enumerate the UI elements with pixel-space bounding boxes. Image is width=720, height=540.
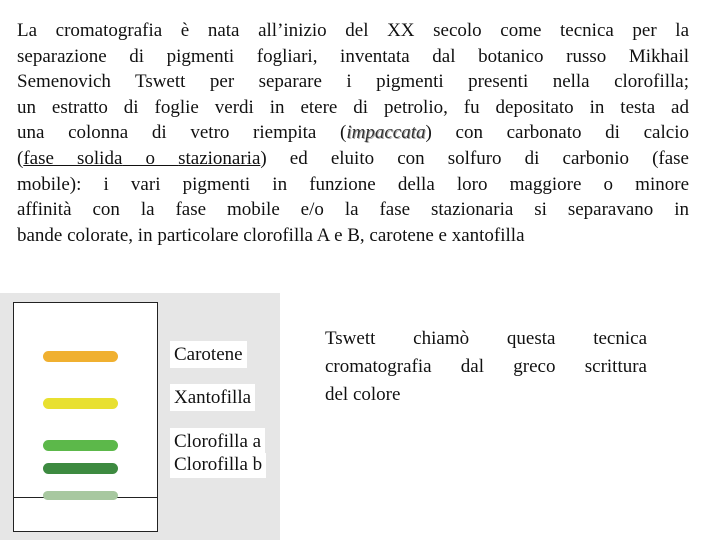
intro-line	[17, 120, 689, 146]
tswett-note	[325, 325, 647, 409]
label-carotene: Carotene	[170, 341, 247, 368]
intro-line: separazione di pigmenti fogliari, inventata dal botanico russo Mikhail	[17, 45, 689, 67]
intro-text: ) con carbonato di calcio	[425, 122, 689, 144]
intro-text: (	[17, 147, 24, 169]
label-clorofilla-b: Clorofilla b	[170, 453, 266, 478]
stazionaria-term: stazionaria	[178, 147, 261, 169]
label-xantofilla: Xantofilla	[170, 384, 255, 411]
intro-line	[17, 146, 689, 172]
intro-paragraph	[17, 18, 689, 248]
intro-line: affinità con la fase mobile e/o la fase stazionaria si separavano in	[17, 199, 689, 221]
note-line: del colore	[325, 384, 401, 405]
band-clorofilla-b	[43, 463, 118, 474]
intro-line: Semenovich Tswett per separare i pigmenti presenti nella clorofilla;	[17, 71, 689, 93]
fase-solida-term: fase solida	[23, 147, 123, 169]
intro-text	[155, 148, 178, 169]
impaccata-term: impaccata	[346, 122, 426, 144]
intro-line: un estratto di foglie verdi in etere di petrolio, fu depositato in testa ad	[17, 96, 689, 118]
note-line: cromatografia dal greco scrittura	[325, 356, 647, 377]
band-clorofilla-a	[43, 440, 118, 451]
label-clorofilla-a: Clorofilla a	[170, 428, 265, 453]
o-term: o	[145, 147, 155, 169]
note-line: Tswett chiamò questa tecnica	[325, 328, 647, 349]
intro-text: ) ed eluito con solfuro di carbonio (fase	[260, 147, 689, 169]
intro-line: bande colorate, in particolare clorofilla A e B, carotene e xantofilla	[17, 224, 525, 246]
intro-text	[122, 148, 145, 169]
intro-line: La cromatografia è nata all’inizio del XX secolo come tecnica per la	[17, 20, 689, 41]
band-carotene	[43, 351, 118, 362]
intro-line: mobile): i vari pigmenti in funzione della loro maggiore o minore	[17, 173, 689, 195]
band-faint	[43, 491, 118, 500]
band-xantofilla	[43, 398, 118, 409]
intro-text: una colonna di vetro riempita (	[17, 122, 347, 144]
